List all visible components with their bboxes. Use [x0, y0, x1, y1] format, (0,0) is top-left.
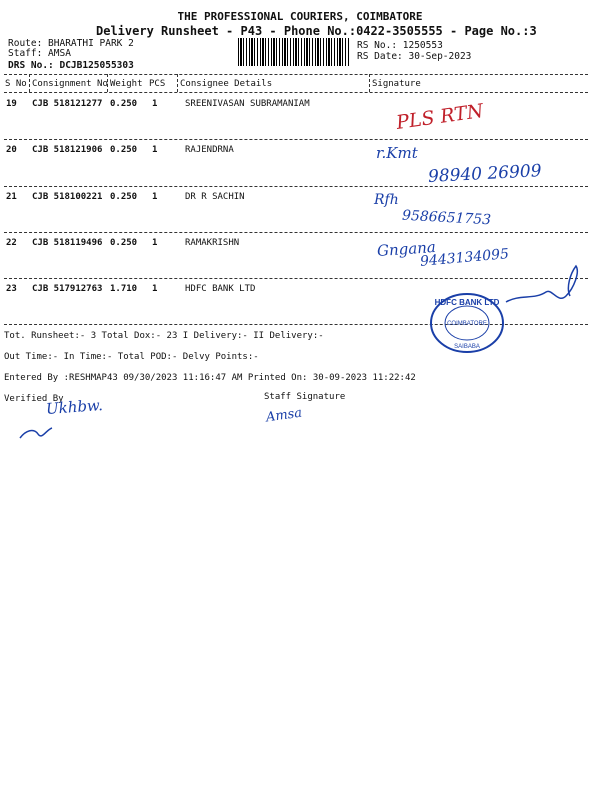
row-sno: 19 [6, 99, 17, 109]
header-weight: Weight [110, 79, 143, 89]
row-consignment: CJB 517912763 [32, 284, 103, 294]
staff-signature-label: Staff Signature [264, 392, 346, 402]
runsheet-title: Delivery Runsheet - P43 - Phone No.:0422-3505555 - Page No.:3 [96, 24, 537, 38]
verified-scribble [16, 420, 56, 446]
row-pcs: 1 [152, 238, 158, 248]
row-consignment: CJB 518100221 [32, 192, 103, 202]
row-consignee: RAMAKRISHN [185, 238, 240, 248]
handwritten-signature: PLS RTN [394, 100, 485, 134]
header-pcs: PCS [149, 79, 166, 89]
row-pcs: 1 [152, 145, 158, 155]
handwritten-scribble [500, 262, 585, 322]
stamp-bottom: SAIBABA [454, 344, 480, 350]
rs-date: RS Date: 30-Sep-2023 [357, 51, 472, 62]
staff-signature: Amsa [265, 405, 304, 426]
row-sno: 22 [6, 238, 17, 248]
row-weight: 0.250 [110, 99, 138, 109]
row-pcs: 1 [152, 284, 158, 294]
handwritten-signature: r.Kmt [376, 144, 418, 162]
row-consignee: HDFC BANK LTD [185, 284, 256, 294]
drs-number: DRS No.: DCJB125055303 [8, 60, 134, 71]
divider [29, 74, 30, 92]
row-sno: 20 [6, 145, 17, 155]
divider [4, 139, 588, 140]
row-consignee: SREENIVASAN SUBRAMANIAM [185, 99, 310, 109]
barcode [238, 38, 350, 66]
row-pcs: 1 [152, 99, 158, 109]
divider [4, 232, 588, 233]
route-label: Route: BHARATHI PARK 2 [8, 38, 134, 49]
stamp-top: HDFC BANK LTD [434, 298, 500, 307]
handwritten-phone: 9443134095 [419, 246, 510, 270]
header-consignment: Consignment No [32, 79, 108, 89]
verified-by-label: Verified By [4, 394, 64, 404]
divider [4, 74, 588, 75]
row-weight: 0.250 [110, 192, 138, 202]
summary-line-1: Tot. Runsheet:- 3 Total Dox:- 23 I Delivery:- II Delivery:- [4, 331, 324, 341]
row-pcs: 1 [152, 192, 158, 202]
staff-label: Staff: AMSA [8, 48, 71, 59]
handwritten-phone: 9586651753 [401, 207, 492, 229]
row-weight: 0.250 [110, 238, 138, 248]
divider [4, 92, 588, 93]
summary-line-3: Entered By :RESHMAP43 09/30/2023 11:16:47 AM Printed On: 30-09-2023 11:22:42 [4, 373, 416, 383]
divider [4, 186, 588, 187]
divider [177, 74, 178, 92]
summary-line-2: Out Time:- In Time:- Total POD:- Delvy Points:- [4, 352, 259, 362]
header-signature: Signature [372, 79, 421, 89]
bank-stamp-icon [428, 292, 506, 354]
header-consignee: Consignee Details [180, 79, 273, 89]
row-weight: 1.710 [110, 284, 138, 294]
rs-number: RS No.: 1250553 [357, 40, 443, 51]
row-sno: 23 [6, 284, 17, 294]
divider [369, 74, 370, 92]
stamp-mid: COIMBATORE [447, 321, 487, 327]
handwritten-signature: Gngana [376, 237, 437, 261]
row-consignment: CJB 518121906 [32, 145, 103, 155]
row-consignment: CJB 518121277 [32, 99, 103, 109]
row-sno: 21 [6, 192, 17, 202]
row-consignment: CJB 518119496 [32, 238, 103, 248]
handwritten-signature: Rfh [374, 192, 399, 208]
handwritten-phone: 98940 26909 [427, 161, 543, 187]
row-consignee: DR R SACHIN [185, 192, 245, 202]
row-consignee: RAJENDRNA [185, 145, 234, 155]
verified-signature: Ukhbw. [45, 396, 104, 418]
company-title: THE PROFESSIONAL COURIERS, COIMBATORE [177, 10, 423, 23]
row-weight: 0.250 [110, 145, 138, 155]
header-sno: S No [5, 79, 27, 89]
